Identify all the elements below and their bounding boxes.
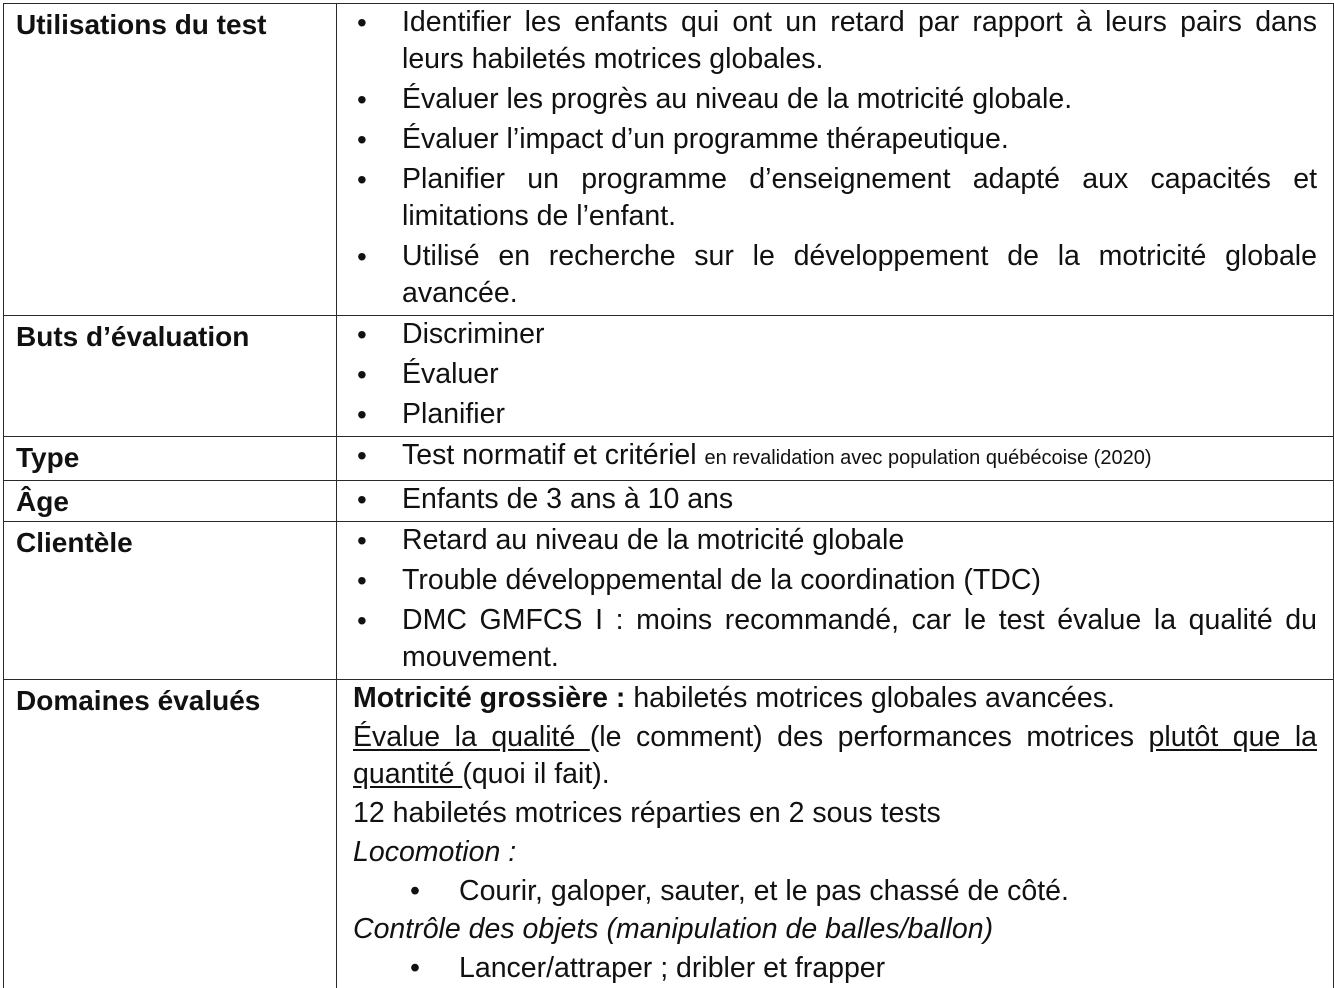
plain-text: (le comment) des performances motrices — [590, 721, 1149, 753]
row-buts — [4, 316, 1334, 437]
bullet-list — [353, 4, 1317, 312]
list-item: • Planifier un programme d’enseignement adapté aux capacités et limitations de l’enfant. — [353, 161, 1317, 235]
controle-list — [353, 950, 1317, 987]
row-label-buts: Buts d’évaluation — [4, 316, 337, 437]
row-label-age: Âge — [4, 481, 337, 522]
list-item — [353, 437, 1317, 477]
row-domaines — [4, 680, 1334, 988]
bullet-list — [353, 437, 1317, 477]
list-item: • Évaluer les progrès au niveau de la motricité globale. — [353, 81, 1317, 118]
row-content-utilisations — [337, 4, 1334, 316]
row-content-clientele — [337, 522, 1334, 680]
list-item: • Évaluer — [353, 356, 1317, 393]
row-content-type — [337, 437, 1334, 481]
list-item: • Courir, galoper, sauter, et le pas chassé de côté. — [353, 873, 1317, 910]
row-content-domaines — [337, 680, 1334, 988]
row-age — [4, 481, 1334, 522]
locomotion-heading: Locomotion : — [353, 834, 1317, 871]
bullet-list — [353, 481, 1317, 518]
row-clientele — [4, 522, 1334, 680]
underlined-text: Évalue la qualité — [353, 721, 590, 753]
underlined-text: plutôt que la quantité — [353, 721, 1317, 790]
domaines-count-line: 12 habiletés motrices réparties en 2 sous tests — [353, 795, 1317, 832]
row-label-utilisations: Utilisations du test — [4, 4, 337, 316]
list-item: • DMC GMFCS I : moins recommandé, car le test évalue la qualité du mouvement. — [353, 602, 1317, 676]
list-item: • Lancer/attraper ; dribler et frapper — [353, 950, 1317, 987]
type-note-text: en revalidation avec population québécoise (2020) — [705, 447, 1152, 469]
row-content-age — [337, 481, 1334, 522]
domaines-summary-text: habiletés motrices globales avancées. — [625, 682, 1115, 714]
row-utilisations — [4, 4, 1334, 316]
row-label-type: Type — [4, 437, 337, 481]
list-item: • Planifier — [353, 396, 1317, 433]
list-item: • Discriminer — [353, 316, 1317, 353]
list-item: • Utilisé en recherche sur le développement de la motricité globale avancée. — [353, 238, 1317, 312]
plain-text: (quoi il fait). — [462, 758, 609, 790]
domaines-quality-line — [353, 719, 1317, 793]
list-item: • Enfants de 3 ans à 10 ans — [353, 481, 1317, 518]
list-item: • Trouble développemental de la coordination (TDC) — [353, 562, 1317, 599]
locomotion-list — [353, 873, 1317, 910]
bullet-list — [353, 522, 1317, 676]
evaluation-summary-table — [3, 3, 1334, 988]
domaines-bold-heading: Motricité grossière : — [353, 682, 625, 714]
domaines-summary-line — [353, 680, 1317, 717]
bullet-list — [353, 316, 1317, 433]
row-label-clientele: Clientèle — [4, 522, 337, 680]
list-item: • Évaluer l’impact d’un programme thérapeutique. — [353, 121, 1317, 158]
controle-heading: Contrôle des objets (manipulation de balles/ballon) — [353, 911, 1317, 948]
list-item: • Identifier les enfants qui ont un retard par rapport à leurs pairs dans leurs habiletés motrices globales. — [353, 4, 1317, 78]
list-item: • Retard au niveau de la motricité globale — [353, 522, 1317, 559]
row-type — [4, 437, 1334, 481]
row-content-buts — [337, 316, 1334, 437]
row-label-domaines: Domaines évalués — [4, 680, 337, 988]
type-main-text: Test normatif et critériel — [402, 439, 697, 471]
